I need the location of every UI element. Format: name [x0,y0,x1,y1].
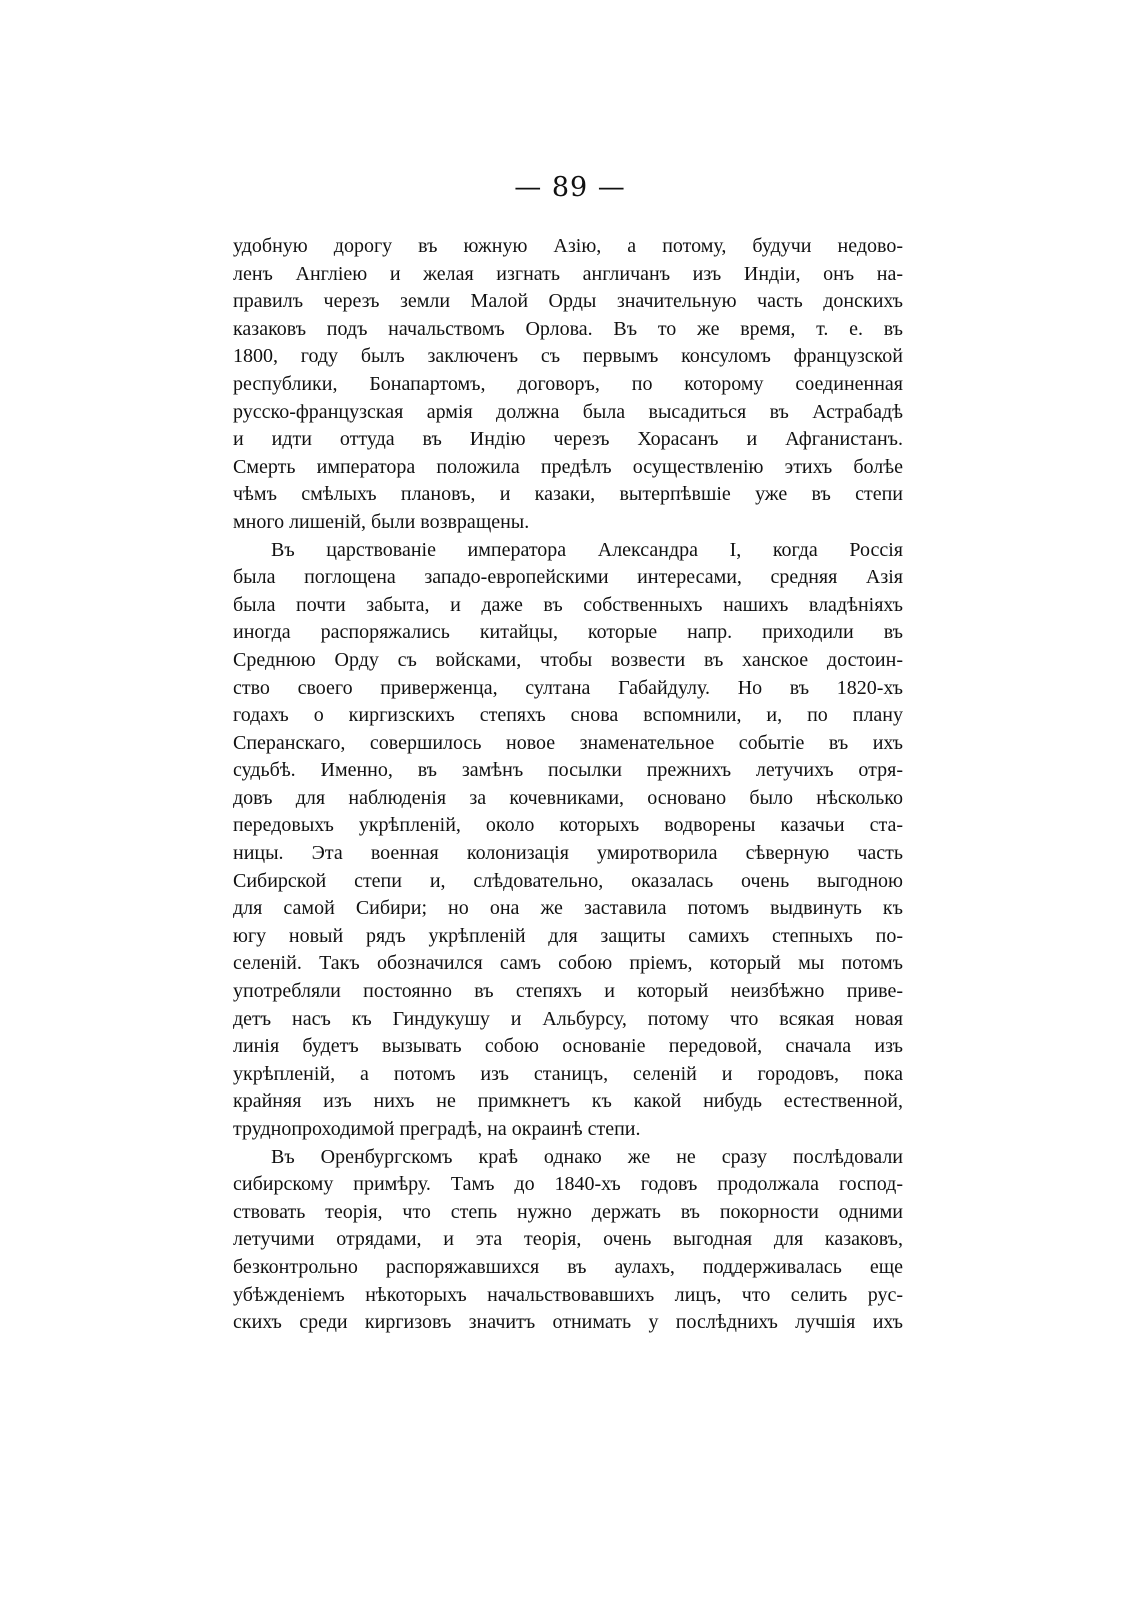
text-line: Въ царствованіе императора Александра I, когда Россія [271,538,903,561]
text-line: годахъ о киргизскихъ степяхъ снова вспомнили, и, по плану [233,704,903,727]
text-line: укрѣпленій, а потомъ изъ станицъ, селеній и городовъ, пока [233,1062,903,1085]
text-line: югу новый рядъ укрѣпленій для защиты самихъ степныхъ по- [233,924,903,947]
text-line: труднопроходимой преградѣ, на окраинѣ степи. [233,1118,641,1140]
text-line: для самой Сибири; но она же заставила потомъ выдвинуть къ [233,897,903,920]
paragraph [233,537,903,1144]
body-text [233,233,903,1337]
text-line: убѣжденіемъ нѣкоторыхъ начальствовавшихъ лицъ, что селить рус- [233,1283,903,1306]
text-line: употребляли постоянно въ степяхъ и который неизбѣжно приве- [233,980,903,1003]
text-line: была поглощена западо-европейскими интересами, средняя Азія [233,566,903,589]
text-line: скихъ среди киргизовъ значитъ отнимать у послѣднихъ лучшія ихъ [233,1311,903,1334]
text-line: летучими отрядами, и эта теорія, очень выгодная для казаковъ, [233,1228,903,1251]
text-line: правилъ черезъ земли Малой Орды значительную часть донскихъ [233,290,903,313]
text-line: и идти оттуда въ Индію черезъ Хорасанъ и Афганистанъ. [233,428,903,451]
text-line: республики, Бонапартомъ, договоръ, по которому соединенная [233,372,903,395]
text-line: была почти забыта, и даже въ собственныхъ нашихъ владѣніяхъ [233,593,903,616]
text-line: довъ для наблюденія за кочевниками, основано было нѣсколько [233,786,903,809]
text-line: детъ насъ къ Гиндукушу и Альбурсу, потому что всякая новая [233,1007,903,1030]
text-line: 1800, году былъ заключенъ съ первымъ консуломъ французской [233,345,903,368]
text-line: передовыхъ укрѣпленій, около которыхъ водворены казачьи ста- [233,814,903,837]
text-line: линія будетъ вызывать собою основаніе передовой, сначала изъ [233,1035,903,1058]
text-line: ствовать теорія, что степь нужно держать въ покорности одними [233,1200,903,1223]
page-number: — 89 — [514,172,626,203]
text-line: иногда распоряжались китайцы, которые напр. приходили въ [233,621,903,644]
text-line: много лишеній, были возвращены. [233,510,530,533]
text-line: ницы. Эта военная колонизація умиротворила сѣверную часть [233,842,903,865]
text-line: безконтрольно распоряжавшихся въ аулахъ, поддерживалась еще [233,1255,903,1278]
text-line: крайняя изъ нихъ не примкнетъ къ какой нибудь естественной, [233,1090,903,1113]
paragraph [233,233,903,537]
text-line: чѣмъ смѣлыхъ плановъ, и казаки, вытерпѣвшіе уже въ степи [233,483,903,506]
text-line: Въ Оренбургскомъ краѣ однако же не сразу послѣдовали [271,1145,903,1168]
text-line: Смерть императора положила предѣлъ осуществленію этихъ болѣе [233,455,903,478]
text-line: Сперанскаго, совершилось новое знаменательное событіе въ ихъ [233,731,903,754]
paragraph [233,1144,903,1337]
text-line: селеній. Такъ обозначился самъ собою пріемъ, который мы потомъ [233,952,903,975]
text-line: ство своего приверженца, султана Габайдулу. Но въ 1820-хъ [233,676,903,699]
text-line: судьбѣ. Именно, въ замѣнъ посылки прежнихъ летучихъ отря- [233,759,903,782]
text-line: удобную дорогу въ южную Азію, а потому, будучи недово- [233,235,903,257]
text-line: сибирскому примѣру. Тамъ до 1840-хъ годовъ продолжала господ- [233,1173,903,1196]
text-line: казаковъ подъ начальствомъ Орлова. Въ то же время, т. е. въ [233,317,903,340]
text-line: Сибирской степи и, слѣдовательно, оказалась очень выгодною [233,869,903,892]
text-line: ленъ Англіею и желая изгнать англичанъ изъ Индіи, онъ на- [233,262,903,285]
text-line: русско-французская армія должна была высадиться въ Астрабадѣ [233,400,903,423]
text-line: Среднюю Орду съ войсками, чтобы возвести въ ханское достоин- [233,648,903,671]
